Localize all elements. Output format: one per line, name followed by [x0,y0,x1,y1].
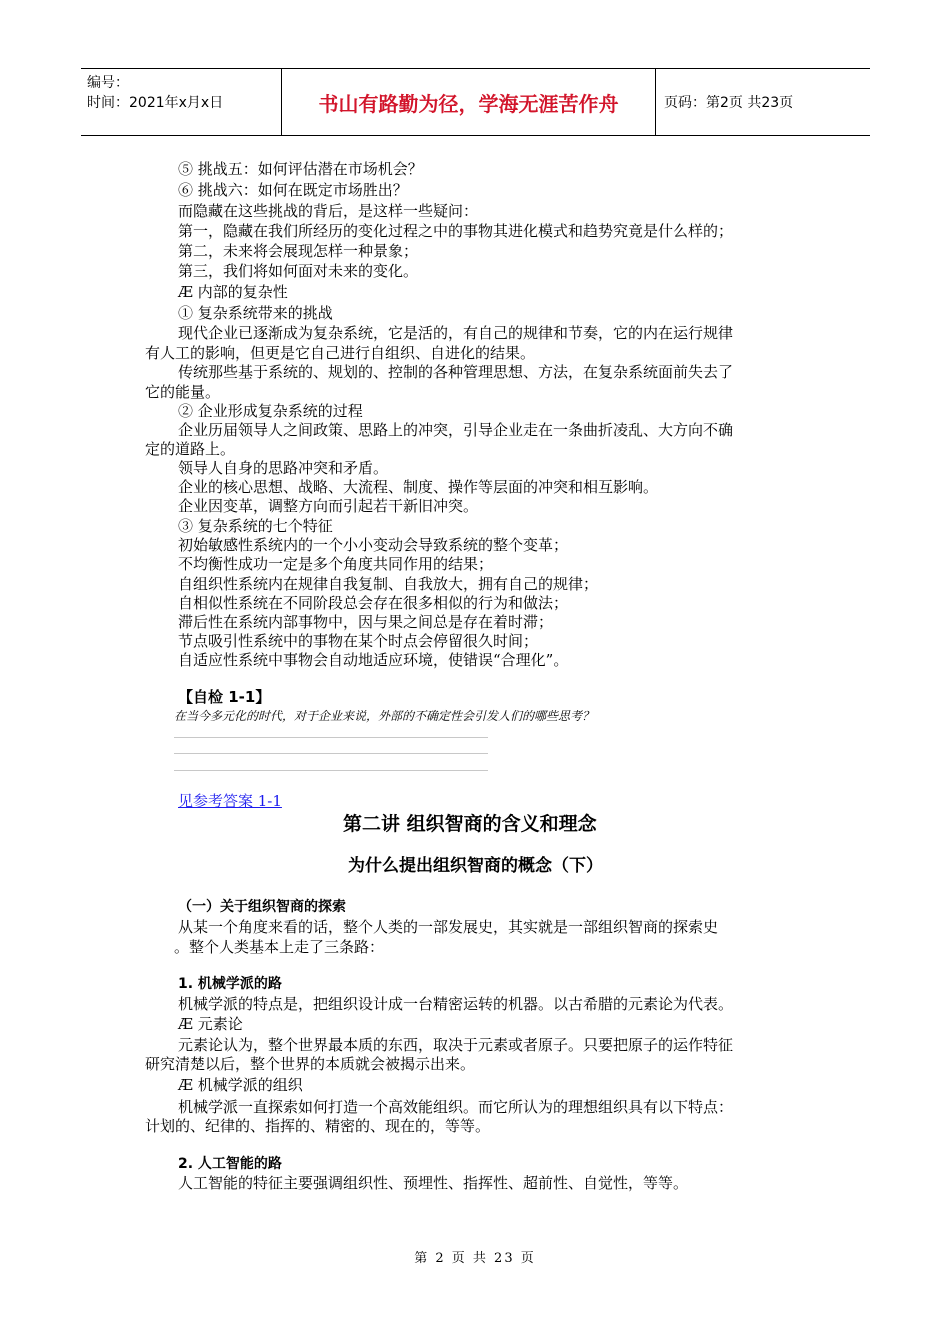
body-line: ⑥ 挑战六：如何在既定市场胜出？ [178,181,408,199]
reference-answer-link[interactable]: 见参考答案 1-1 [178,792,282,810]
body-line: 有人工的影响，但更是它自己进行自组织、自进化的结果。 [145,344,536,362]
part-one-line: 。整个人类基本上走了三条路： [174,938,385,956]
road-one-line: 元素论认为，整个世界最本质的东西，取决于元素或者原子。只要把原子的运作特征 [178,1036,734,1054]
header-meta [81,69,281,135]
road-one-line: Æ 元素论 [178,1015,243,1033]
lecture-title: 第二讲 组织智商的含义和理念 [343,813,597,835]
document-time-label: 时间：2021年x月x日 [87,95,224,111]
part-one-heading: （一）关于组织智商的探索 [178,899,346,915]
body-line: 不均衡性成功一定是多个角度共同作用的结果； [178,555,494,573]
body-line: 定的道路上。 [145,440,236,458]
header-page-label: 页码：第2页 共23页 [664,95,794,111]
body-line: 企业因变革，调整方向而引起若干新旧冲突。 [178,497,479,515]
body-line: 第三，我们将如何面对未来的变化。 [178,262,419,280]
body-line: 自组织性系统内在规律自我复制、自我放大，拥有自己的规律； [178,575,599,593]
body-line: Æ 内部的复杂性 [178,283,288,301]
document-number-label: 编号： [87,75,129,91]
body-line: ③ 复杂系统的七个特征 [178,517,333,535]
body-line: 企业的核心思想、战略、大流程、制度、操作等层面的冲突和相互影响。 [178,478,659,496]
self-check-title: 【自检 1-1】 [178,688,271,706]
section-title: 为什么提出组织智商的概念（下） [348,856,603,876]
body-line: 自相似性系统在不同阶段总会存在很多相似的行为和做法； [178,594,569,612]
body-line: 而隐藏在这些挑战的背后，是这样一些疑问： [178,202,479,220]
road-one-line: 研究清楚以后，整个世界的本质就会被揭示出来。 [145,1055,476,1073]
self-check-question: 在当今多元化的时代，对于企业来说，外部的不确定性会引发人们的哪些思考？ [174,709,595,723]
body-line: 第一，隐藏在我们所经历的变化过程之中的事物其进化模式和趋势究竟是什么样的； [178,222,734,240]
body-line: 滞后性在系统内部事物中，因与果之间总是存在着时滞； [178,613,554,631]
body-line: ⑤ 挑战五：如何评估潜在市场机会？ [178,160,423,178]
page-footer: 第 2 页 共 23 页 [414,1251,536,1266]
road-one-line: 计划的、纪律的、指挥的、精密的、现在的，等等。 [145,1117,491,1135]
road-one-line: 机械学派一直探索如何打造一个高效能组织。而它所认为的理想组织具有以下特点： [178,1098,734,1116]
answer-blank-line[interactable] [174,770,488,771]
page-header [81,68,870,136]
body-line: 初始敏感性系统内的一个小小变动会导致系统的整个变革； [178,536,569,554]
header-motto: 书山有路勤为径，学海无涯苦作舟 [281,69,656,135]
answer-blank-line[interactable] [174,737,488,738]
body-line: 第二，未来将会展现怎样一种景象； [178,242,419,260]
body-line: 企业历届领导人之间政策、思路上的冲突，引导企业走在一条曲折凌乱、大方向不确 [178,421,734,439]
body-line: 自适应性系统中事物会自动地适应环境，使错误“合理化”。 [178,651,569,669]
body-line: ① 复杂系统带来的挑战 [178,304,333,322]
body-line: 节点吸引性系统中的事物在某个时点会停留很久时间； [178,632,539,650]
part-one-line: 从某一个角度来看的话，整个人类的一部发展史，其实就是一部组织智商的探索史 [178,918,719,936]
body-line: 领导人自身的思路冲突和矛盾。 [178,459,389,477]
body-line: 现代企业已逐渐成为复杂系统，它是活的，有自己的规律和节奏，它的内在运行规律 [178,324,734,342]
road-two-line: 人工智能的特征主要强调组织性、预埋性、指挥性、超前性、自觉性，等等。 [178,1174,689,1192]
road-one-line: 机械学派的特点是，把组织设计成一台精密运转的机器。以古希腊的元素论为代表。 [178,995,734,1013]
answer-blank-line[interactable] [174,753,488,754]
body-line: 它的能量。 [145,383,221,401]
body-line: 传统那些基于系统的、规划的、控制的各种管理思想、方法，在复杂系统面前失去了 [178,363,734,381]
road-two-heading: 2. 人工智能的路 [178,1156,282,1172]
body-line: ② 企业形成复杂系统的过程 [178,402,363,420]
road-one-line: Æ 机械学派的组织 [178,1076,303,1094]
road-one-heading: 1. 机械学派的路 [178,976,282,992]
